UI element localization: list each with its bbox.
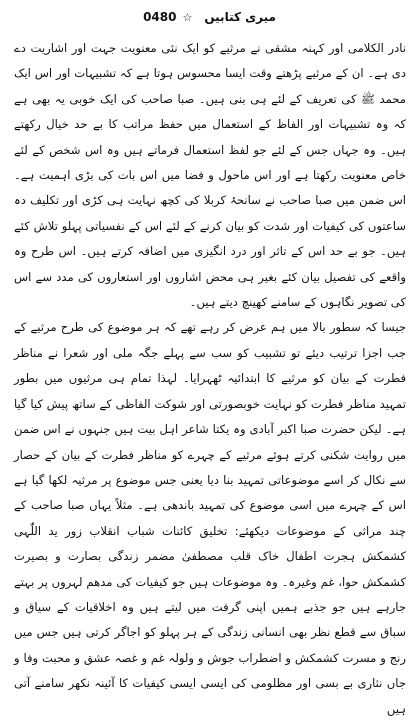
body-text bbox=[14, 36, 406, 722]
paragraph: نادر الکلامی اور کہنہ مشقی نے مرثیے کو ایک نئی معنویت جہت اور اشاریت دے دی ہے۔ ان کے مرثیے پڑھتے وقت ایسا محسوس ہوتا ہے کہ تشبیہات اور اس ایک محمد ﷺ کی تعریف کے لئے ہی بنی ہیں۔ صبا صاحب کی ایک خوبی یہ بھی ہے کہ وہ تشبیہات اور الفاظ کے استعمال میں حفظ مراتب کا بے حد خیال رکھتے ہیں۔ وہ جہاں جس کے لئے جو لفظ استعمال فرماتے ہیں وہ اس شخص کے لئے خاص معنویت رکھتا ہے اور اس ماحول و فضا میں اس بات کی بڑی اہمیت ہے۔ اس ضمن میں صبا صاحب نے سانحۂ کربلا کی کچھ نہایت ہی کڑی اور تکلیف دہ ساعتوں کی کیفیات اور شدت کو بیان کرنے کے لئے اس کے نفسیاتی پہلو تلاش کئے ہیں۔ جو بے حد اس کے تاثر اور درد انگیزی میں اضافہ کرتے ہیں۔ اس طرح وہ واقعے کی تفصیل بیان کئے بغیر ہی محض اشاروں اور استعاروں کی مدد سے اس کی تصویر نگاہوں کے سامنے کھینچ دیتے ہیں۔ bbox=[14, 41, 406, 310]
page-number: 0480 bbox=[143, 10, 177, 24]
page-header bbox=[0, 8, 419, 26]
book-title: میری کتابیں bbox=[204, 10, 276, 24]
star-icon: ☆ bbox=[182, 10, 193, 24]
paragraph: جیسا کہ سطور بالا میں ہم عرض کر رہے تھے کہ ہر موضوع کی طرح مرثیے کے جب اجزا ترتیب دیئے تو تشبیب کو سب سے پہلے جگہ ملی اور شعرا نے مناظر فطرت کے بیان کو مرثیے کا ابتدائیہ ٹھہرایا۔ لہذا تمام ہی مرثیوں میں بطور تمہید مناظر فطرت کو نہایت خوبصورتی اور شوکت الفاظی کے ساتھ پیش کیا گیا ہے۔ لیکن حضرت صبا اکبر آبادی وہ یکتا شاعر اہل بیت ہیں جنہوں نے اس ضمن میں روایت شکنی کرتے ہوئے مرثیے کے چہرے کو مناظر فطرت کے بیان کے حصار سے نکال کر اسے موضوعاتی تمہید بنا دیا یعنی جس موضوع پر مرثیہ لکھا گیا ہے اس کے چہرے میں اسی موضوع کی تمہید باندھی ہے۔ مثلاً یہاں صبا صاحب کے چند مراثی کے موضوعات دیکھئے: تخلیق کائنات شباب انقلاب زور ید اللّٰہی کشمکش ہجرت اطفال خاک قلب مصطفیٰ مضمر زندگی بصارت و بصیرت کشمکش حوا، غم وغیرہ۔ وہ موضوعات ہیں جو کیفیات کی مدھم لہروں پر بہتے جارہے ہیں جو جذبے ہمیں اپنی گرفت میں لیتے ہیں وہ اخلاقیات کے سیاق و سباق سے قطع نظر بھی انسانی زندگی کے ہر پہلو کو اجاگر کرتی ہیں جس میں رنج و مسرت کشمکش و اضطراب جوش و ولولہ غم و غصہ عشق و محبت وفا و جاں نثاری بے بسی اور مظلومی کی ایسی ایسی کیفیات کا آئینہ نکھر سامنے آتی ہیں bbox=[14, 320, 406, 716]
